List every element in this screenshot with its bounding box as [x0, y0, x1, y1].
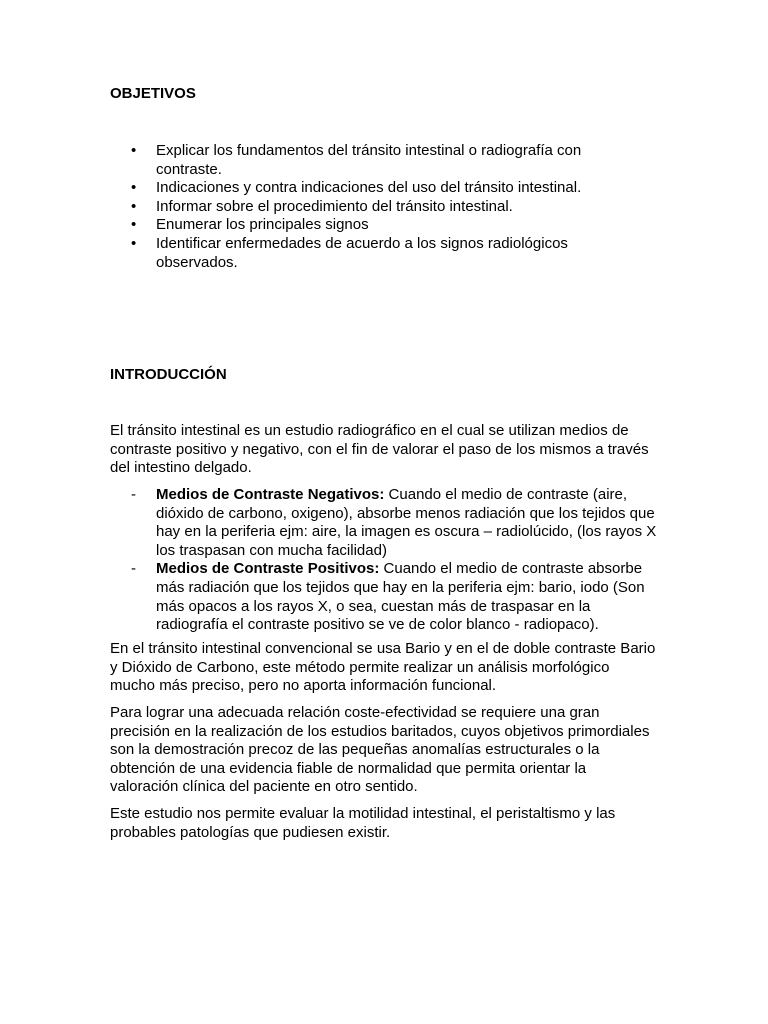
contrast-description-negative: Cuando el medio de contraste (aire, dióxido de carbono, oxigeno), absorbe menos radiación que los tejidos que hay en la periferia ejm: aire, la imagen es oscura – radiolúcido, (los rayos X los traspasan con mucha facilidad): [156, 486, 657, 559]
list-item: [110, 216, 630, 235]
contrast-term-positive: Medios de Contraste Positivos:: [156, 560, 380, 578]
intro-paragraph-4: Este estudio nos permite evaluar la motilidad intestinal, el peristaltismo y las probables patologías que pudiesen existir.: [110, 805, 616, 841]
list-item: [110, 142, 630, 179]
list-item: [110, 179, 630, 198]
list-item: [110, 486, 660, 560]
list-item-text: Explicar los fundamentos del tránsito intestinal o radiografía con contraste.: [156, 142, 582, 178]
dash-marker: -: [131, 560, 136, 578]
list-item-text: Enumerar los principales signos: [156, 216, 369, 234]
dash-marker: -: [131, 486, 136, 503]
list-item: [110, 235, 630, 272]
objetivos-list: [110, 142, 630, 272]
bullet-icon: •: [131, 142, 137, 159]
list-item-text: Identificar enfermedades de acuerdo a los signos radiológicos observados.: [156, 234, 568, 271]
contrast-types-list: [110, 486, 660, 635]
bullet-icon: •: [131, 216, 137, 234]
objetivos-heading: OBJETIVOS: [110, 85, 196, 102]
bullet-icon: •: [131, 179, 137, 197]
contrast-description-positive: Cuando el medio de contraste absorbe más radiación que los tejidos que hay en la periferia ejm: bario, iodo (Son más opacos a los rayos X, o sea, cuestan más de traspasar en la radiografía el contraste positivo se ve de color blanco - radiopaco).: [156, 560, 645, 634]
intro-paragraph-2: En el tránsito intestinal convencional se usa Bario y en el de doble contraste Bario y Dióxido de Carbono, este método permite realizar un análisis morfológico mucho más preciso, pero no aporta información funcional.: [110, 640, 656, 695]
intro-paragraph-3: Para lograr una adecuada relación coste-efectividad se requiere una gran precisión en la realización de los estudios baritados, cuyos objetivos primordiales son la demostración precoz de las pequeñas anomalías estructurales o la obtención de una evidencia fiable de normalidad que permita orientar la valoración clínica del paciente en otro sentido.: [110, 704, 650, 796]
contrast-term-negative: Medios de Contraste Negativos:: [156, 486, 385, 503]
intro-paragraph-1: El tránsito intestinal es un estudio radiográfico en el cual se utilizan medios de contraste positivo y negativo, con el fin de valorar el paso de los mismos a través del intestino delgado.: [110, 422, 649, 477]
list-item: [110, 560, 660, 634]
list-item-text: Informar sobre el procedimiento del tránsito intestinal.: [156, 197, 513, 215]
list-item: [110, 198, 630, 217]
bullet-icon: •: [131, 197, 137, 215]
list-item-text: Indicaciones y contra indicaciones del uso del tránsito intestinal.: [156, 179, 582, 197]
introduccion-heading: INTRODUCCIÓN: [110, 366, 227, 383]
bullet-icon: •: [131, 234, 137, 252]
